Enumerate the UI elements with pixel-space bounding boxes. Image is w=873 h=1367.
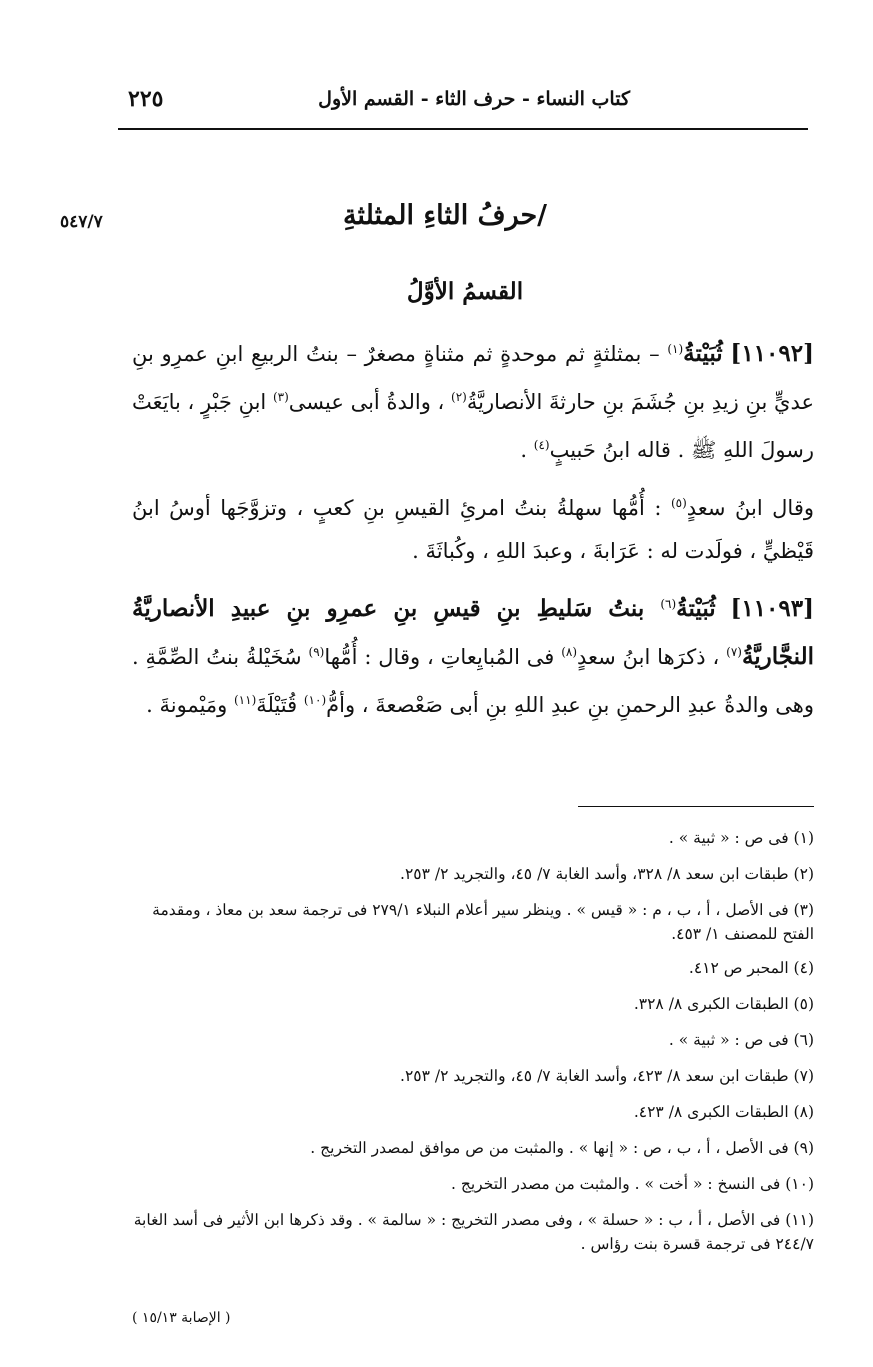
footnote-marker: (١٠) <box>303 693 327 707</box>
running-header-title: كتاب النساء - حرف الثاء - القسم الأول <box>318 88 630 110</box>
footnote-marker: (٩) <box>308 645 325 659</box>
paragraph <box>132 482 814 573</box>
part-heading: القسمُ الأوَّلُ <box>406 278 524 305</box>
entry-text: ومَيْمونةَ . <box>146 693 234 717</box>
footnote: (١) فى ص : « ثبية » . <box>668 829 814 847</box>
entry-text: فى المُبايِعاتِ ، وقال : أُمُّها <box>324 645 562 669</box>
entry-number: [١١٠٩٣] <box>730 595 814 622</box>
footnote-marker: (٧) <box>726 645 742 659</box>
margin-reference: ٥٤٧/٧ <box>60 212 103 232</box>
header-rule <box>118 128 808 130</box>
entry-name: ثُبَيْتةُ <box>683 340 723 367</box>
entry-text: وقال ابنُ سعدٍ <box>686 496 815 520</box>
entry-text: ابنِ جَبْرٍ ، بايَعَتْ رسولَ اللهِ ﷺ . قاله ابنُ حَبيبٍ <box>132 390 814 462</box>
entry-text: . <box>520 438 534 462</box>
page-number: ٢٢٥ <box>128 86 164 112</box>
entry-11093 <box>132 583 814 727</box>
entry-text: : أُمُّها سهلةُ بنتُ امرئِ القيسِ بنِ كعبٍ ، وتزوَّجَها أوسُ ابنُ قَيْظيٍّ ، فولَدت له : عَرَابةَ ، وعبدَ اللهِ ، وكُباثَةَ . <box>132 496 814 563</box>
footnote: (١١) فى الأصل ، أ ، ب : « حسلة » ، وفى مصدر التخريج : « سالمة » . وقد ذكرها ابن الأثير فى أسد الغابة ٢٤٤/٧ فى ترجمة قسرة بنت رؤاس . <box>133 1211 814 1253</box>
footnote: (٥) الطبقات الكبرى ٨/ ٣٢٨. <box>633 995 814 1013</box>
body-text <box>132 328 814 737</box>
entry-11092 <box>132 328 814 472</box>
section-heading: /حرفُ الثاءِ المثلثةِ <box>342 200 548 231</box>
footnote-marker: (٦) <box>660 597 677 611</box>
footnotes <box>132 826 814 1266</box>
footnote: (٣) فى الأصل ، أ ، ب ، م : « قيس » . وينظر سير أعلام النبلاء ٢٧٩/١ فى ترجمة سعد بن معاذ ، ومقدمة الفتح للمصنف ١/ ٤٥٣. <box>152 901 814 943</box>
footnote-marker: (٥) <box>670 496 687 510</box>
entry-text: بنتُ سَليطِ بنِ قيسِ بنِ عمرِو بنِ عبيدِ الأنصاريَّةُ النجَّاريَّةُ <box>132 595 814 670</box>
footnote-marker: (٤) <box>533 438 550 452</box>
entry-text: سُخَيْلةُ بنتُ الصِّمَّةِ . وهى والدةُ عبدِ الرحمنِ بنِ عبدِ اللهِ بنِ أبى صَعْصعةَ ، وأمُّ <box>132 645 814 717</box>
entry-number: [١١٠٩٢] <box>730 340 814 367</box>
entry-text: – بمثلثةٍ ثم موحدةٍ ثم مثناةٍ مصغرٌ – بنتُ الربيعِ ابنِ عمرِو بنِ عديٍّ بنِ زيدِ بنِ جُشَمَ بنِ حارثةَ الأنصاريَّةُ <box>132 342 814 414</box>
footnote-marker: (١١) <box>233 693 257 707</box>
footnote: (٧) طبقات ابن سعد ٨/ ٤٢٣، وأسد الغابة ٧/ ٤٥، والتجريد ٢/ ٢٥٣. <box>400 1067 814 1085</box>
entry-name: ثُبَيْتةُ <box>676 595 716 622</box>
footnote-marker: (٢) <box>451 390 467 404</box>
entry-text: قُتَيْلَةَ <box>256 693 304 717</box>
footnote: (٩) فى الأصل ، أ ، ب ، ص : « إنها » . والمثبت من ص موافق لمصدر التخريج . <box>310 1139 814 1157</box>
footnote: (٢) طبقات ابن سعد ٨/ ٣٢٨، وأسد الغابة ٧/ ٤٥، والتجريد ٢/ ٢٥٣. <box>400 865 814 883</box>
footnote-marker: (٨) <box>561 645 578 659</box>
footnote-marker: (١) <box>667 342 684 356</box>
footnote: (٨) الطبقات الكبرى ٨/ ٤٢٣. <box>633 1103 814 1121</box>
entry-text: ، ذكرَها ابنُ سعدٍ <box>577 645 727 669</box>
footer-reference: ( الإصابة ١٥/١٣ ) <box>132 1310 231 1326</box>
entry-text: ، والدةُ أبى عيسى <box>288 390 452 414</box>
footnote-marker: (٣) <box>272 390 289 404</box>
footnote: (٦) فى ص : « ثبية » . <box>668 1031 814 1049</box>
footnote: (٤) المحبر ص ٤١٢. <box>688 959 814 977</box>
footnote: (١٠) فى النسخ : « أخت » . والمثبت من مصدر التخريج . <box>450 1175 814 1193</box>
footnote-rule <box>578 806 814 807</box>
